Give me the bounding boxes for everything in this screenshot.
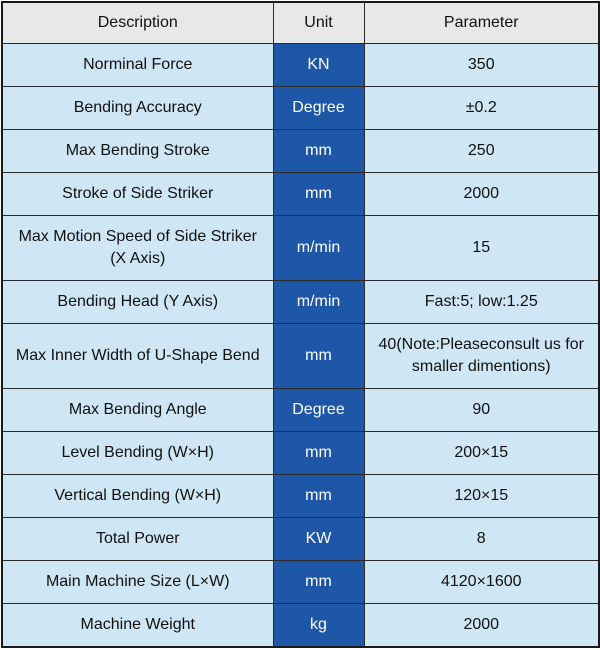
table-row: [2, 474, 599, 517]
row-parameter: 40(Note:Pleaseconsult us for smaller dimentions): [364, 323, 599, 388]
row-unit: mm: [273, 560, 364, 603]
table-row: [2, 130, 599, 173]
table-row: [2, 517, 599, 560]
row-unit: Degree: [273, 87, 364, 130]
row-parameter: 4120×1600: [364, 560, 599, 603]
table-row: [2, 560, 599, 603]
row-description: Max Bending Angle: [2, 388, 273, 431]
row-unit: mm: [273, 431, 364, 474]
table-row: [2, 173, 599, 216]
table-row: [2, 323, 599, 388]
row-unit: mm: [273, 474, 364, 517]
row-description: Vertical Bending (W×H): [2, 474, 273, 517]
row-unit: mm: [273, 173, 364, 216]
header-description: Description: [2, 2, 273, 44]
row-description: Norminal Force: [2, 44, 273, 87]
table-row: [2, 44, 599, 87]
row-unit: KW: [273, 517, 364, 560]
row-parameter: 15: [364, 216, 599, 281]
row-description: Bending Head (Y Axis): [2, 280, 273, 323]
row-unit: kg: [273, 603, 364, 647]
table-row: [2, 431, 599, 474]
row-parameter: 8: [364, 517, 599, 560]
header-unit: Unit: [273, 2, 364, 44]
row-unit: Degree: [273, 388, 364, 431]
row-parameter: 90: [364, 388, 599, 431]
row-description: Stroke of Side Striker: [2, 173, 273, 216]
row-unit: KN: [273, 44, 364, 87]
row-unit: m/min: [273, 216, 364, 281]
row-parameter: 2000: [364, 173, 599, 216]
table-row: [2, 280, 599, 323]
row-description: Level Bending (W×H): [2, 431, 273, 474]
row-description: Max Bending Stroke: [2, 130, 273, 173]
row-unit: mm: [273, 130, 364, 173]
row-unit: m/min: [273, 280, 364, 323]
row-description: Total Power: [2, 517, 273, 560]
row-parameter: 200×15: [364, 431, 599, 474]
header-parameter: Parameter: [364, 2, 599, 44]
row-unit: mm: [273, 323, 364, 388]
row-parameter: ±0.2: [364, 87, 599, 130]
row-parameter: 2000: [364, 603, 599, 647]
row-parameter: 250: [364, 130, 599, 173]
table-row: [2, 388, 599, 431]
row-parameter: Fast:5; low:1.25: [364, 280, 599, 323]
row-description: Bending Accuracy: [2, 87, 273, 130]
spec-table: [1, 1, 600, 648]
row-description: Machine Weight: [2, 603, 273, 647]
header-row: [2, 2, 599, 44]
row-description: Main Machine Size (L×W): [2, 560, 273, 603]
row-parameter: 350: [364, 44, 599, 87]
row-parameter: 120×15: [364, 474, 599, 517]
row-description: Max Motion Speed of Side Striker (X Axis): [2, 216, 273, 281]
table-row: [2, 216, 599, 281]
table-row: [2, 603, 599, 647]
row-description: Max Inner Width of U-Shape Bend: [2, 323, 273, 388]
table-row: [2, 87, 599, 130]
